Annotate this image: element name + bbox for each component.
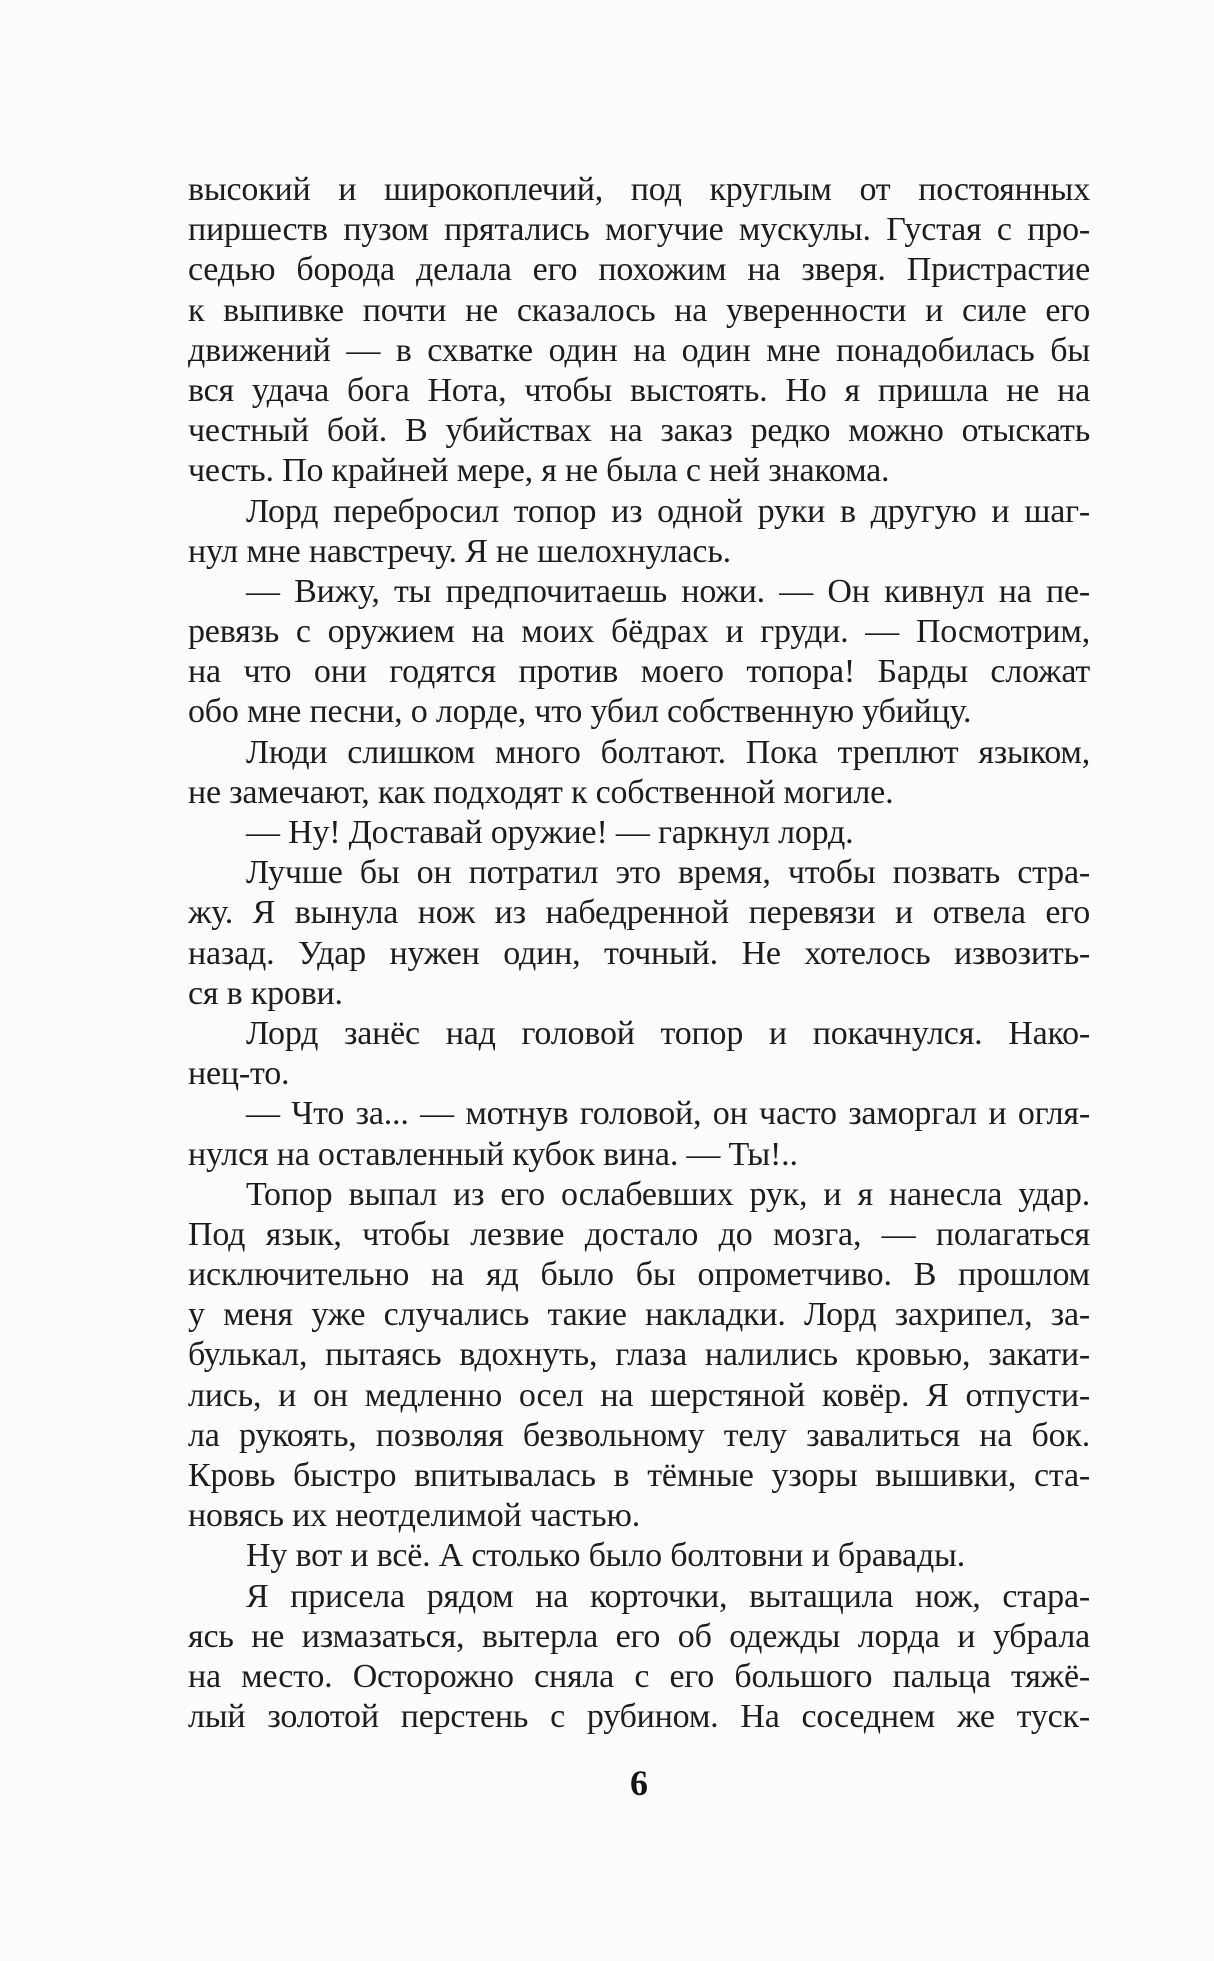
text-line: высокий и широкоплечий, под круглым от постоянных [188,171,1090,208]
text-line: на место. Осторожно сняла с его большого пальца тяжё- [188,1657,1090,1695]
text-line: Лорд перебросил топор из одной руки в другую и шаг- [246,492,1090,530]
text-line: назад. Удар нужен один, точный. Не хотелось извозить- [188,934,1090,972]
text-line: на что они годятся против моего топора! Барды сложат [188,653,1090,691]
text-line: Ну вот и всё. А столько было болтовни и бравады. [246,1537,965,1575]
text-line: нулся на оставленный кубок вина. — Ты!.. [188,1135,798,1173]
text-line: лый золотой перстень с рубином. На соседнем же туск- [188,1698,1090,1736]
text-block [188,170,1090,1737]
text-line: ревязь с оружием на моих бёдрах и груди. — Посмотрим, [188,613,1090,651]
text-line: ла рукоять, позволяя безвольному телу завалиться на бок. [188,1416,1090,1454]
text-line: Топор выпал из его ослабевших рук, и я нанесла удар. [246,1175,1090,1213]
page-number: 6 [630,1763,648,1803]
text-line: у меня уже случались такие накладки. Лорд захрипел, за- [188,1296,1090,1334]
text-line: — Ну! Доставай оружие! — гаркнул лорд. [246,814,854,851]
text-line: лись, и он медленно осел на шерстяной ковёр. Я отпусти- [188,1376,1090,1414]
text-line: Кровь быстро впитывалась в тёмные узоры вышивки, ста- [188,1457,1090,1494]
text-line: к выпивке почти не сказалось на уверенности и силе его [188,291,1090,329]
text-line: булькал, пытаясь вдохнуть, глаза налились кровью, закати- [188,1336,1090,1374]
text-line: — Что за... — мотнув головой, он часто заморгал и огля- [246,1095,1090,1133]
text-line: — Вижу, ты предпочитаешь ножи. — Он кивнул на пе- [246,572,1090,610]
text-line: седью борода делала его похожим на зверя. Пристрастие [188,251,1090,289]
text-line: новясь их неотделимой частью. [188,1497,640,1535]
text-line: Люди слишком много болтают. Пока треплют языком, [246,733,1090,771]
text-line: Я присела рядом на корточки, вытащила нож, стара- [246,1577,1090,1615]
text-line: обо мне песни, о лорде, что убил собственную убийцу. [188,693,972,731]
text-line: нец-то. [188,1055,290,1093]
text-line: Под язык, чтобы лезвие достало до мозга, — полагаться [188,1215,1090,1253]
text-line: не замечают, как подходят к собственной могиле. [188,773,894,811]
text-line: пиршеств пузом прятались могучие мускулы. Густая с про- [188,211,1090,249]
text-line: жу. Я вынула нож из набедренной перевязи и отвела его [188,894,1090,932]
text-line: исключительно на яд было бы опрометчиво. В прошлом [188,1256,1090,1294]
text-line: нул мне навстречу. Я не шелохнулась. [188,532,731,570]
text-line: Лучше бы он потратил это время, чтобы позвать стра- [246,854,1090,892]
text-line: ясь не измазаться, вытерла его об одежды лорда и убрала [188,1617,1090,1655]
text-line: Лорд занёс над головой топор и покачнулся. Нако- [246,1014,1090,1052]
text-line: честь. По крайней мере, я не была с ней знакома. [188,452,890,490]
text-line: честный бой. В убийствах на заказ редко можно отыскать [188,412,1090,450]
text-line: ся в крови. [188,974,343,1012]
text-line: вся удача бога Нота, чтобы выстоять. Но я пришла не на [188,371,1090,409]
text-line: движений — в схватке один на один мне понадобилась бы [188,331,1090,369]
